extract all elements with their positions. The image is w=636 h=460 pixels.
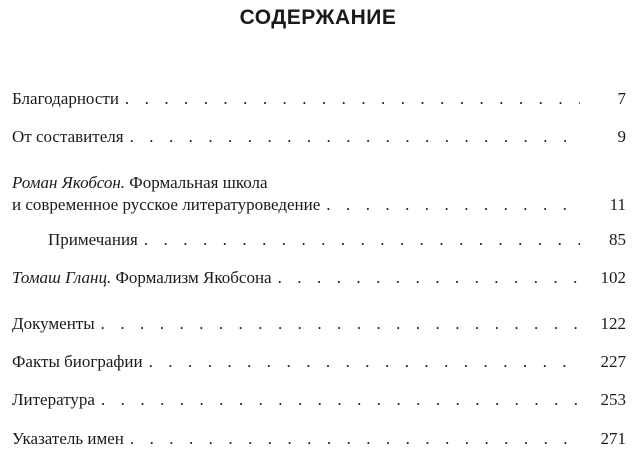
toc-entry-page: 9: [617, 127, 626, 146]
dot-leader: [130, 126, 580, 148]
dot-leader: [130, 428, 580, 450]
dot-leader: [149, 351, 580, 373]
toc-entry-page: 122: [600, 314, 626, 333]
toc-entry-title-part2: и современное русское литературоведение: [12, 195, 321, 214]
toc-entry-author: Роман Якобсон.: [12, 173, 126, 192]
toc-entry-label: Литература: [12, 390, 95, 409]
toc-entry-label-line1: [12, 172, 274, 194]
toc-entry-label: От составителя: [12, 127, 124, 146]
toc-entry-documents[interactable]: [12, 313, 626, 335]
toc-entry-page: 11: [609, 195, 626, 214]
dot-leader: [101, 313, 580, 335]
toc-entry-label: Указатель имен: [12, 429, 124, 448]
toc-entry-jakobson-formal-school[interactable]: [12, 172, 626, 216]
toc-entry-label: Примечания: [48, 230, 138, 249]
toc-entry-label: Факты биографии: [12, 352, 143, 371]
toc-entry-literature[interactable]: [12, 389, 626, 411]
toc-entry-label: Документы: [12, 314, 95, 333]
toc-entry-title: Формализм Якобсона: [115, 268, 272, 287]
toc-entry-page: 102: [600, 268, 626, 287]
dot-leader: [326, 194, 580, 216]
toc-entry-page: 271: [600, 429, 626, 448]
toc-title: СОДЕРЖАНИЕ: [239, 6, 397, 29]
toc-entry-page: 227: [600, 352, 626, 371]
toc-entry-from-compiler[interactable]: [12, 126, 626, 148]
toc-entry-page: 7: [617, 89, 626, 108]
toc-entry-page: 85: [609, 230, 626, 249]
dot-leader: [101, 389, 580, 411]
toc-entry-notes[interactable]: [48, 229, 626, 251]
toc-entry-acknowledgements[interactable]: [12, 88, 626, 110]
toc-entry-biography-facts[interactable]: [12, 351, 626, 373]
dot-leader: [125, 88, 580, 110]
toc-entry-name-index[interactable]: [12, 428, 626, 450]
toc-entry-label: [12, 267, 278, 289]
toc-entry-author: Томаш Гланц.: [12, 268, 112, 287]
toc-entry-page: 253: [600, 390, 626, 409]
toc-entry-glanc-formalism[interactable]: [12, 267, 626, 289]
toc-entry-label: Благодарности: [12, 89, 119, 108]
dot-leader: [144, 229, 580, 251]
toc-entry-title-part1: Формальная школа: [129, 173, 268, 192]
dot-leader: [278, 267, 580, 289]
